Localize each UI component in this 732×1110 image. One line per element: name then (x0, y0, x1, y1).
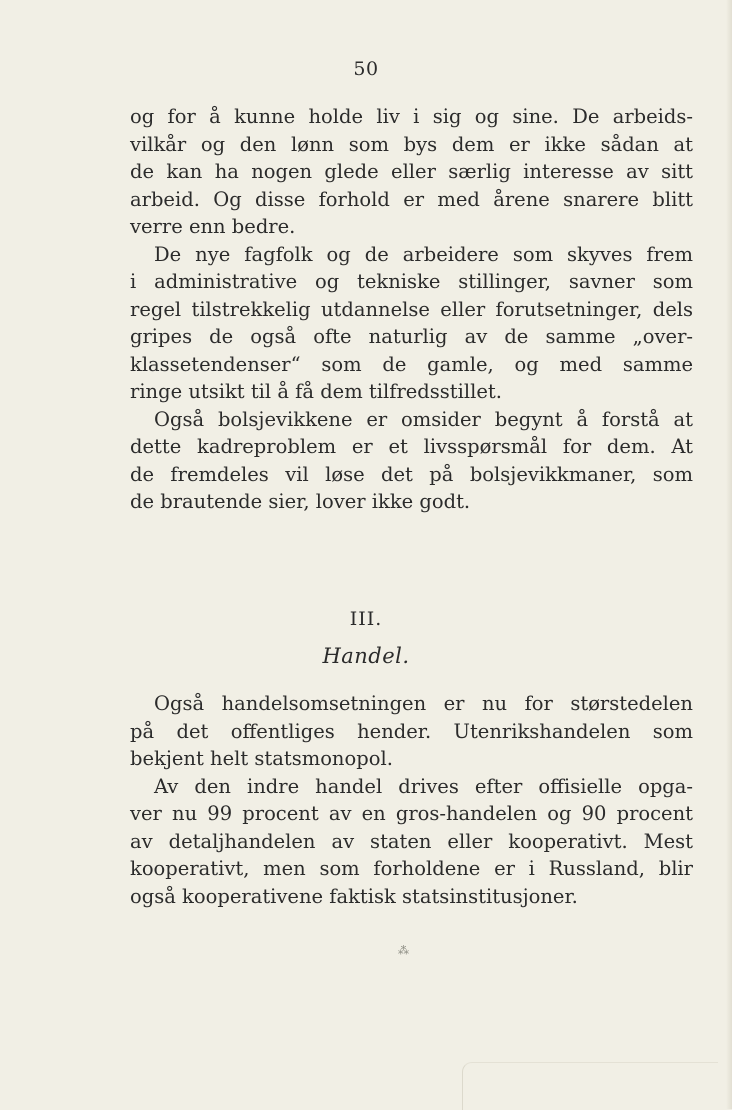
text-line: vilkår og den lønn som bys dem er ikke sådan at (130, 132, 693, 156)
text-line: Også handelsomsetningen er nu for størstedelen (154, 692, 693, 715)
upper-text-block (130, 103, 693, 516)
paragraph-continued (130, 103, 693, 241)
section-title: Handel. (322, 644, 410, 668)
paragraph-handelsomsetningen (130, 690, 693, 773)
text-line: de fremdeles vil løse det på bolsjevikkmaner, som (130, 462, 693, 486)
text-line: bekjent helt statsmonopol. (130, 747, 393, 770)
paragraph-fagfolk (130, 241, 693, 406)
text-line: kooperativt, men som forholdene er i Russland, blir (130, 857, 693, 880)
section-text-block (130, 690, 693, 910)
text-line: de kan ha nogen glede eller særlig interesse av sitt (130, 160, 693, 183)
text-line: De nye fagfolk og de arbeidere som skyves frem (154, 242, 693, 266)
text-line: gripes de også ofte naturlig av de samme „over- (130, 325, 693, 348)
section-number: III. (349, 608, 383, 630)
text-line: i administrative og tekniske stillinger, savner som (130, 270, 693, 293)
text-line: ringe utsikt til å få dem tilfredsstillet. (130, 380, 502, 403)
text-line: også kooperativene faktisk statsinstitusjoner. (130, 884, 578, 908)
text-line: de brautende sier, lover ikke godt. (130, 490, 471, 513)
text-line: dette kadreproblem er et livsspørsmål for dem. At (130, 435, 693, 458)
text-line: ver nu 99 procent av en gros-handelen og 90 procent (130, 802, 693, 825)
text-line: verre enn bedre. (130, 215, 296, 238)
page-corner-mark (462, 1062, 718, 1110)
paragraph-bolsjevikkene (130, 406, 693, 516)
text-line: av detaljhandelen av staten eller kooperativt. Mest (130, 829, 693, 853)
text-line: Også bolsjevikkene er omsider begynt å forstå at (154, 407, 693, 431)
text-line: regel tilstrekkelig utdannelse eller forutsetninger, dels (130, 297, 693, 321)
text-line: og for å kunne holde liv i sig og sine. De arbeids- (130, 105, 693, 128)
text-line: Av den indre handel drives efter offisielle opga- (154, 774, 693, 798)
asterism-ornament-icon: ⁂ (398, 944, 409, 957)
text-line: arbeid. Og disse forhold er med årene snarere blitt (130, 187, 693, 211)
text-line: på det offentliges hender. Utenrikshandelen som (130, 719, 693, 743)
page-number: 50 (353, 58, 379, 80)
page-edge (726, 0, 732, 1109)
text-line: klassetendenser“ som de gamle, og med samme (130, 352, 693, 376)
paragraph-indre-handel (130, 773, 693, 911)
